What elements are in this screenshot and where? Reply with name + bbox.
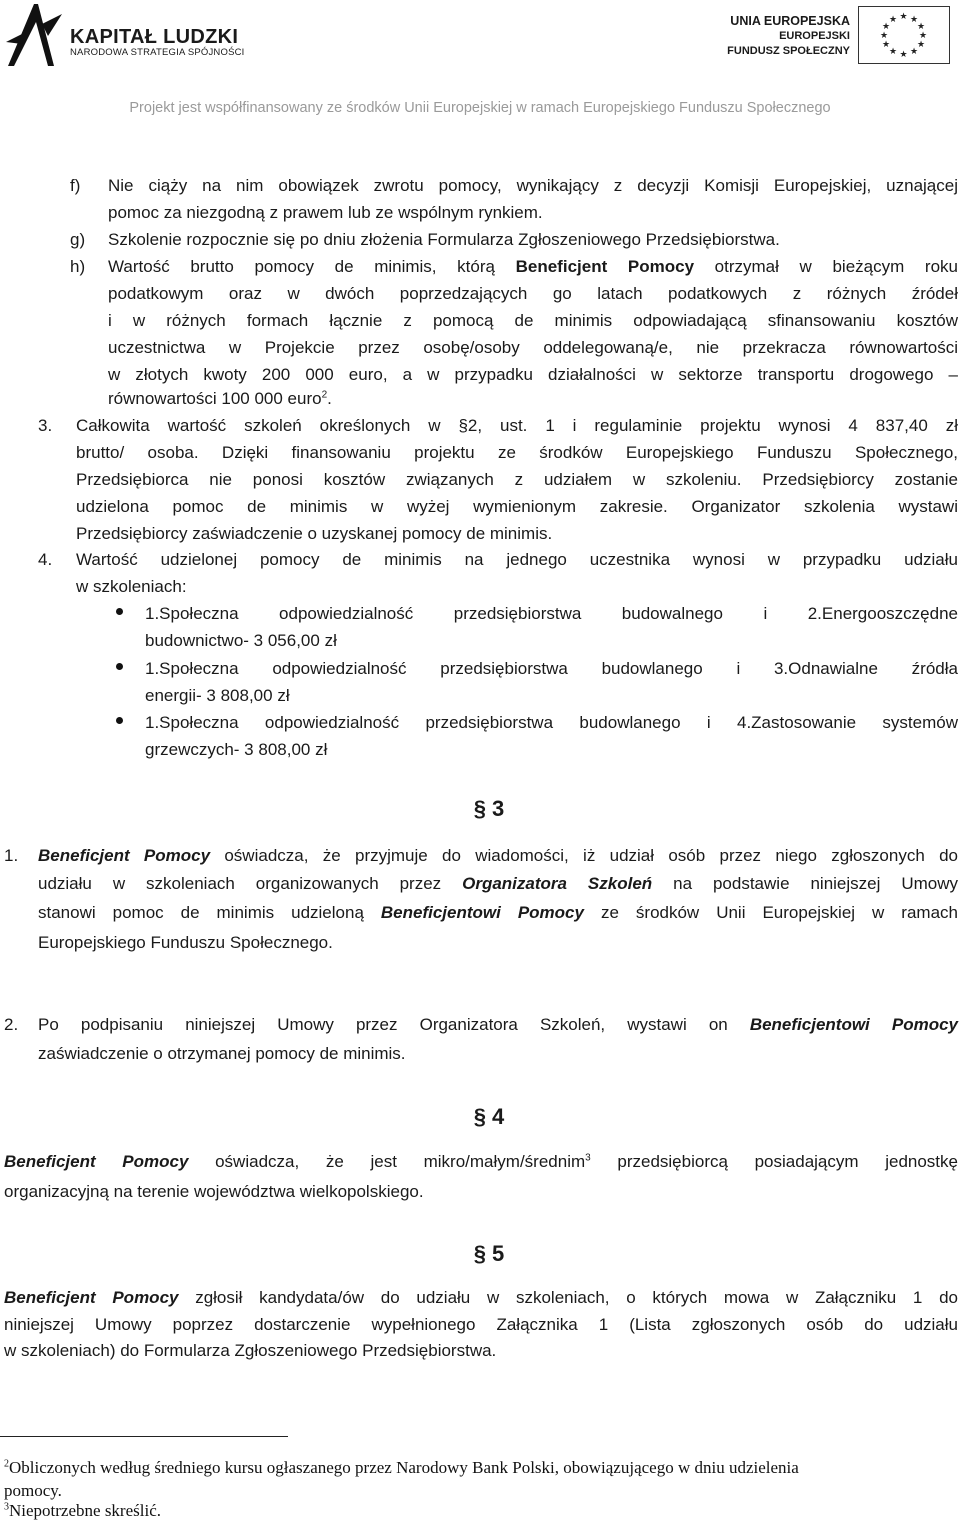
list-label-g: g) xyxy=(70,230,86,249)
footnote-ref-2: 2 xyxy=(321,389,328,401)
list-h-line-3: i w różnych formach łącznie z pomocą de minimis odpowiadającą sfinansowaniu kosztów xyxy=(108,311,958,330)
ue-line-3: FUNDUSZ SPOŁECZNY xyxy=(727,45,850,57)
ue-line-2: EUROPEJSKI xyxy=(779,30,850,42)
item-4-line-2: w szkoleniach: xyxy=(76,577,187,596)
bullet-2-line-2: energii- 3 808,00 zł xyxy=(145,686,290,705)
kapital-ludzki-title: KAPITAŁ LUDZKI xyxy=(70,26,239,48)
bullet-1-line-1: 1.Społeczna odpowiedzialność przedsiębiorstwa budowalnego i 2.Energooszczędne xyxy=(145,604,958,623)
bullet-2-line-1: 1.Społeczna odpowiedzialność przedsiębiorstwa budowlanego i 3.Odnawialne źródła xyxy=(145,659,958,678)
item-4-number: 4. xyxy=(38,550,53,569)
item-3-number: 3. xyxy=(38,416,53,435)
item-3-line-5: Przedsiębiorcy zaświadczenie o uzyskanej pomocy de minimis. xyxy=(76,524,553,543)
ue-line-1: UNIA EUROPEJSKA xyxy=(730,14,850,28)
svg-text:★: ★ xyxy=(909,15,919,25)
sec4-line-1: Beneficjent Pomocy oświadcza, że jest mikro/małym/średnim$^3$ przedsiębiorcą posiadającym jednostkę xyxy=(4,1152,958,1171)
footnote-separator xyxy=(0,1436,288,1437)
sec3-p1-line-4: Europejskiego Funduszu Społecznego. xyxy=(38,933,333,952)
list-h-line-4: uczestnictwa w Projekcie przez osobę/osoby oddelegowaną/e, nie przekracza równowartości xyxy=(108,338,958,357)
section-4-heading: § 4 xyxy=(473,1104,505,1129)
ue-logo-text xyxy=(727,14,850,59)
eu-flag-icon xyxy=(858,6,950,64)
svg-text:★: ★ xyxy=(899,12,908,22)
svg-text:★: ★ xyxy=(899,50,908,60)
list-g-line-1: Szkolenie rozpocznie się po dniu złożenia Formularza Zgłoszeniowego Przedsiębiorstwa. xyxy=(108,230,780,249)
kapital-ludzki-subtitle: NARODOWA STRATEGIA SPÓJNOŚCI xyxy=(70,47,245,58)
list-label-f: f) xyxy=(70,176,81,195)
kapital-ludzki-emblem-icon xyxy=(4,2,66,68)
item-3-line-1: Całkowita wartość szkoleń określonych w §2, ust. 1 i regulaminie projektu wynosi 4 837,40 zł xyxy=(76,416,958,435)
sec4-line-2: organizacyjną na terenie województwa wielkopolskiego. xyxy=(4,1182,424,1201)
svg-text:★: ★ xyxy=(909,47,919,57)
footnote-2-cont: pomocy. xyxy=(4,1481,62,1500)
bullet-icon xyxy=(116,717,123,724)
item-4-line-1: Wartość udzielonej pomocy de minimis na jednego uczestnika wynosi w przypadku udziału xyxy=(76,550,958,569)
sec3-p2-line-1: Po podpisaniu niniejszej Umowy przez Organizatora Szkoleń, wystawi on Beneficjentowi Pomocy xyxy=(38,1015,958,1034)
sec3-p1-line-2: udziału w szkoleniach organizowanych przez Organizatora Szkoleń na podstawie niniejszej Umowy xyxy=(38,874,958,893)
list-f-line-1: Nie ciąży na nim obowiązek zwrotu pomocy, wynikający z decyzji Komisji Europejskiej, uznającej xyxy=(108,176,958,195)
bullet-1-line-2: budownictwo- 3 056,00 zł xyxy=(145,631,337,650)
beneficiary-term: Beneficjent Pomocy xyxy=(515,257,695,276)
bullet-3-line-2: grzewczych- 3 808,00 zł xyxy=(145,740,328,759)
section-5-heading: § 5 xyxy=(473,1241,505,1266)
sec3-p2-number: 2. xyxy=(4,1015,19,1034)
sec3-p1-line-1: Beneficjent Pomocy oświadcza, że przyjmuje do wiadomości, iż udział osób przez niego zgłoszonych do xyxy=(38,846,958,865)
svg-text:★: ★ xyxy=(881,40,891,50)
section-3-heading: § 3 xyxy=(473,796,505,821)
sec3-p1-line-3: stanowi pomoc de minimis udzieloną Beneficjentowi Pomocy ze środków Unii Europejskiej w ramach xyxy=(38,903,958,922)
sec5-line-3: w szkoleniach) do Formularza Zgłoszeniowego Przedsiębiorstwa. xyxy=(4,1341,497,1360)
sec3-p1-number: 1. xyxy=(4,846,19,865)
list-h-line-2: podatkowym oraz w dwóch poprzedzających go latach podatkowych z różnych źródeł xyxy=(108,284,958,303)
svg-text:★: ★ xyxy=(888,47,898,57)
sec5-line-2: niniejszej Umowy poprzez dostarczenie wypełnionego Załącznika 1 (Lista zgłoszonych osób do udziału xyxy=(4,1315,958,1334)
svg-text:★: ★ xyxy=(918,31,928,41)
svg-text:★: ★ xyxy=(916,40,926,50)
bullet-icon xyxy=(116,608,123,615)
list-h-line-6: równowartości 100 000 euro$^2$. xyxy=(108,389,332,408)
item-3-line-2: brutto/ osoba. Dzięki finansowaniu projektu ze środków Europejskiego Funduszu Społecznego, xyxy=(76,443,958,462)
svg-text:★: ★ xyxy=(888,15,898,25)
footnote-ref-3: 3 xyxy=(585,1152,591,1164)
bullet-icon xyxy=(116,663,123,670)
cofinancing-note: Projekt jest współfinansowany ze środków Unii Europejskiej w ramach Europejskiego Funduszu Społecznego xyxy=(129,100,831,116)
footnote-3: $^3$Niepotrzebne skreślić. xyxy=(4,1501,161,1520)
list-f-line-2: pomoc za niezgodną z prawem lub ze wspólnym rynkiem. xyxy=(108,203,543,222)
list-label-h: h) xyxy=(70,257,86,276)
svg-text:★: ★ xyxy=(881,22,891,32)
svg-text:★: ★ xyxy=(916,22,926,32)
sec5-line-1: Beneficjent Pomocy zgłosił kandydata/ów do udziału w szkoleniach, o których mowa w Załączniku 1 do xyxy=(4,1288,958,1307)
bullet-3-line-1: 1.Społeczna odpowiedzialność przedsiębiorstwa budowlanego i 4.Zastosowanie systemów xyxy=(145,713,958,732)
list-h-line-5: w złotych kwoty 200 000 euro, a w przypadku działalności w sektorze transportu drogowego – xyxy=(108,365,958,384)
list-h-line-1: Wartość brutto pomocy de minimis, którą Beneficjent Pomocy otrzymał w bieżącym roku xyxy=(108,257,958,276)
footnote-2: $^2$Obliczonych według średniego kursu ogłaszanego przez Narodowy Bank Polski, obowiązującego w dniu udzielenia xyxy=(4,1458,799,1477)
svg-text:★: ★ xyxy=(879,31,889,41)
sec3-p2-line-2: zaświadczenie o otrzymanej pomocy de minimis. xyxy=(38,1044,406,1063)
item-3-line-3: Przedsiębiorca nie ponosi kosztów związanych z udziałem w szkoleniu. Przedsiębiorcy zostanie xyxy=(76,470,958,489)
item-3-line-4: udzielona pomoc de minimis w wyżej wymienionym zakresie. Organizator szkolenia wystawi xyxy=(76,497,958,516)
